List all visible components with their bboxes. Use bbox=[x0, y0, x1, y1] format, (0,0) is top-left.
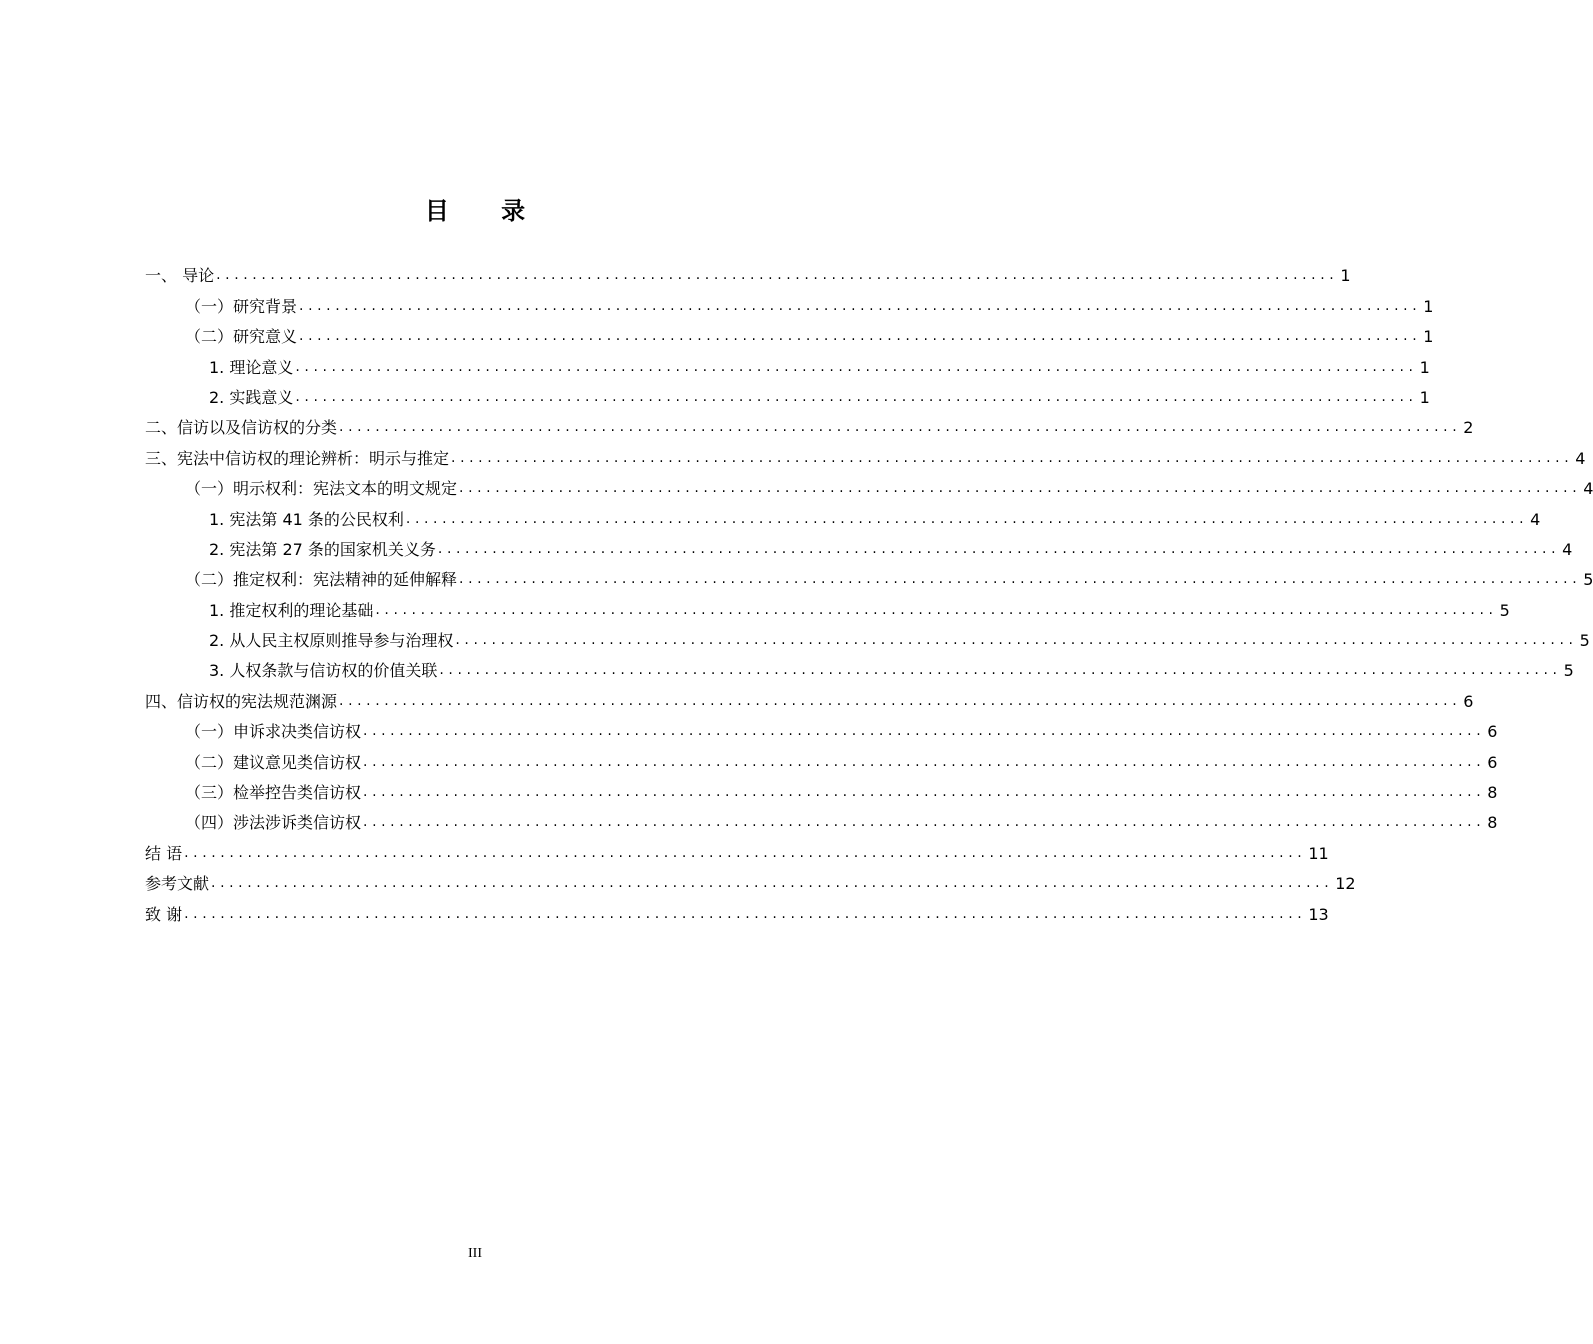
dot-leader: ............................................................................................................................ bbox=[363, 723, 1486, 740]
dot-leader: ............................................................................................................................ bbox=[339, 692, 1462, 709]
toc-entry-title: （二）研究意义 bbox=[185, 327, 298, 347]
toc-entry[interactable] bbox=[145, 899, 1329, 929]
dot-leader: ............................................................................................................................ bbox=[216, 267, 1339, 284]
dot-leader: ............................................................................................................................ bbox=[405, 510, 1529, 527]
toc-entry-page-number: 5 bbox=[1563, 661, 1574, 681]
dot-leader: ............................................................................................................................ bbox=[339, 419, 1462, 436]
dot-leader: ............................................................................................................................ bbox=[439, 662, 1562, 679]
toc-entry-page-number: 11 bbox=[1308, 843, 1329, 863]
dot-leader: ............................................................................................................................ bbox=[375, 601, 1498, 618]
toc-entry-page-number: 4 bbox=[1530, 509, 1541, 529]
toc-entry-title: 二、信访以及信访权的分类 bbox=[145, 418, 338, 438]
dot-leader: ............................................................................................................................ bbox=[455, 632, 1578, 649]
toc-entry-title: 1. 宪法第 41 条的公民权利 bbox=[209, 509, 404, 529]
toc-entry-page-number: 4 bbox=[1583, 479, 1593, 499]
toc-entry-title: 1. 理论意义 bbox=[209, 357, 294, 377]
toc-entry-title: 四、信访权的宪法规范渊源 bbox=[145, 691, 338, 711]
toc-entry-page-number: 1 bbox=[1419, 387, 1430, 407]
toc-entry-page-number: 1 bbox=[1423, 327, 1434, 347]
toc-entry[interactable] bbox=[145, 535, 1573, 565]
toc-entry[interactable] bbox=[145, 352, 1430, 382]
toc-entry-page-number: 1 bbox=[1340, 266, 1351, 286]
toc-entry-title: （四）涉法涉诉类信访权 bbox=[185, 813, 362, 833]
toc-entry[interactable] bbox=[145, 383, 1430, 413]
toc-entry-title: （二）推定权利：宪法精神的延伸解释 bbox=[185, 570, 458, 590]
toc-entry[interactable] bbox=[145, 504, 1541, 534]
page-number-footer: III bbox=[468, 1246, 482, 1261]
toc-entry-page-number: 6 bbox=[1487, 722, 1498, 742]
toc-entry[interactable] bbox=[145, 808, 1498, 838]
toc-entry-page-number: 5 bbox=[1499, 600, 1510, 620]
toc-list bbox=[145, 261, 1593, 930]
toc-entry-page-number: 8 bbox=[1487, 813, 1498, 833]
toc-entry-title: 1. 推定权利的理论基础 bbox=[209, 600, 374, 620]
toc-entry-title: 一、 导论 bbox=[145, 266, 215, 286]
dot-leader: ............................................................................................................................ bbox=[184, 844, 1307, 861]
toc-entry-page-number: 5 bbox=[1579, 631, 1590, 651]
toc-entry[interactable] bbox=[145, 869, 1356, 899]
toc-entry[interactable] bbox=[145, 838, 1329, 868]
toc-entry[interactable] bbox=[145, 595, 1510, 625]
toc-entry-page-number: 6 bbox=[1463, 691, 1474, 711]
dot-leader: ............................................................................................................................ bbox=[363, 753, 1486, 770]
toc-entry-page-number: 8 bbox=[1487, 783, 1498, 803]
toc-entry-title: 致 谢 bbox=[145, 904, 183, 924]
dot-leader: ............................................................................................................................ bbox=[295, 358, 1418, 375]
dot-leader: ............................................................................................................................ bbox=[363, 814, 1486, 831]
toc-entry-title: 2. 宪法第 27 条的国家机关义务 bbox=[209, 539, 436, 559]
toc-entry[interactable] bbox=[145, 291, 1434, 321]
toc-entry-title: 3. 人权条款与信访权的价值关联 bbox=[209, 661, 438, 681]
toc-entry-title: （一）研究背景 bbox=[185, 296, 298, 316]
dot-leader: ............................................................................................................................ bbox=[459, 571, 1582, 588]
toc-entry[interactable] bbox=[145, 565, 1593, 595]
dot-leader: ............................................................................................................................ bbox=[363, 784, 1486, 801]
toc-entry-page-number: 2 bbox=[1463, 418, 1474, 438]
toc-entry-page-number: 5 bbox=[1583, 570, 1593, 590]
toc-entry-title: （一）申诉求决类信访权 bbox=[185, 722, 362, 742]
toc-entry[interactable] bbox=[145, 443, 1586, 473]
toc-entry-page-number: 1 bbox=[1419, 357, 1430, 377]
dot-leader: ............................................................................................................................ bbox=[451, 449, 1574, 466]
toc-entry-page-number: 1 bbox=[1423, 296, 1434, 316]
toc-entry-title: 2. 实践意义 bbox=[209, 387, 294, 407]
toc-entry[interactable] bbox=[145, 656, 1574, 686]
dot-leader: ............................................................................................................................ bbox=[184, 905, 1307, 922]
dot-leader: ............................................................................................................................ bbox=[211, 875, 1334, 892]
toc-entry[interactable] bbox=[145, 717, 1498, 747]
toc-entry[interactable] bbox=[145, 413, 1474, 443]
toc-title: 目 录 bbox=[424, 197, 548, 225]
toc-entry-page-number: 6 bbox=[1487, 752, 1498, 772]
toc-entry-page-number: 12 bbox=[1335, 874, 1356, 894]
toc-entry[interactable] bbox=[145, 322, 1434, 352]
dot-leader: ............................................................................................................................ bbox=[459, 480, 1582, 497]
toc-entry[interactable] bbox=[145, 778, 1498, 808]
dot-leader: ............................................................................................................................ bbox=[299, 328, 1422, 345]
toc-entry-title: （二）建议意见类信访权 bbox=[185, 752, 362, 772]
toc-entry-title: 参考文献 bbox=[145, 874, 210, 894]
dot-leader: ............................................................................................................................ bbox=[295, 388, 1418, 405]
dot-leader: ............................................................................................................................ bbox=[437, 540, 1561, 557]
toc-entry[interactable] bbox=[145, 474, 1593, 504]
toc-entry-title: （一）明示权利：宪法文本的明文规定 bbox=[185, 479, 458, 499]
toc-entry[interactable] bbox=[145, 747, 1498, 777]
toc-entry-page-number: 13 bbox=[1308, 904, 1329, 924]
toc-entry-title: （三）检举控告类信访权 bbox=[185, 783, 362, 803]
toc-entry[interactable] bbox=[145, 261, 1351, 291]
toc-entry-title: 2. 从人民主权原则推导参与治理权 bbox=[209, 631, 454, 651]
toc-entry[interactable] bbox=[145, 686, 1474, 716]
toc-entry-title: 三、宪法中信访权的理论辨析：明示与推定 bbox=[145, 448, 450, 468]
dot-leader: ............................................................................................................................ bbox=[299, 297, 1422, 314]
toc-entry-page-number: 4 bbox=[1575, 448, 1586, 468]
toc-entry[interactable] bbox=[145, 626, 1590, 656]
toc-entry-page-number: 4 bbox=[1562, 539, 1573, 559]
toc-entry-title: 结 语 bbox=[145, 843, 183, 863]
